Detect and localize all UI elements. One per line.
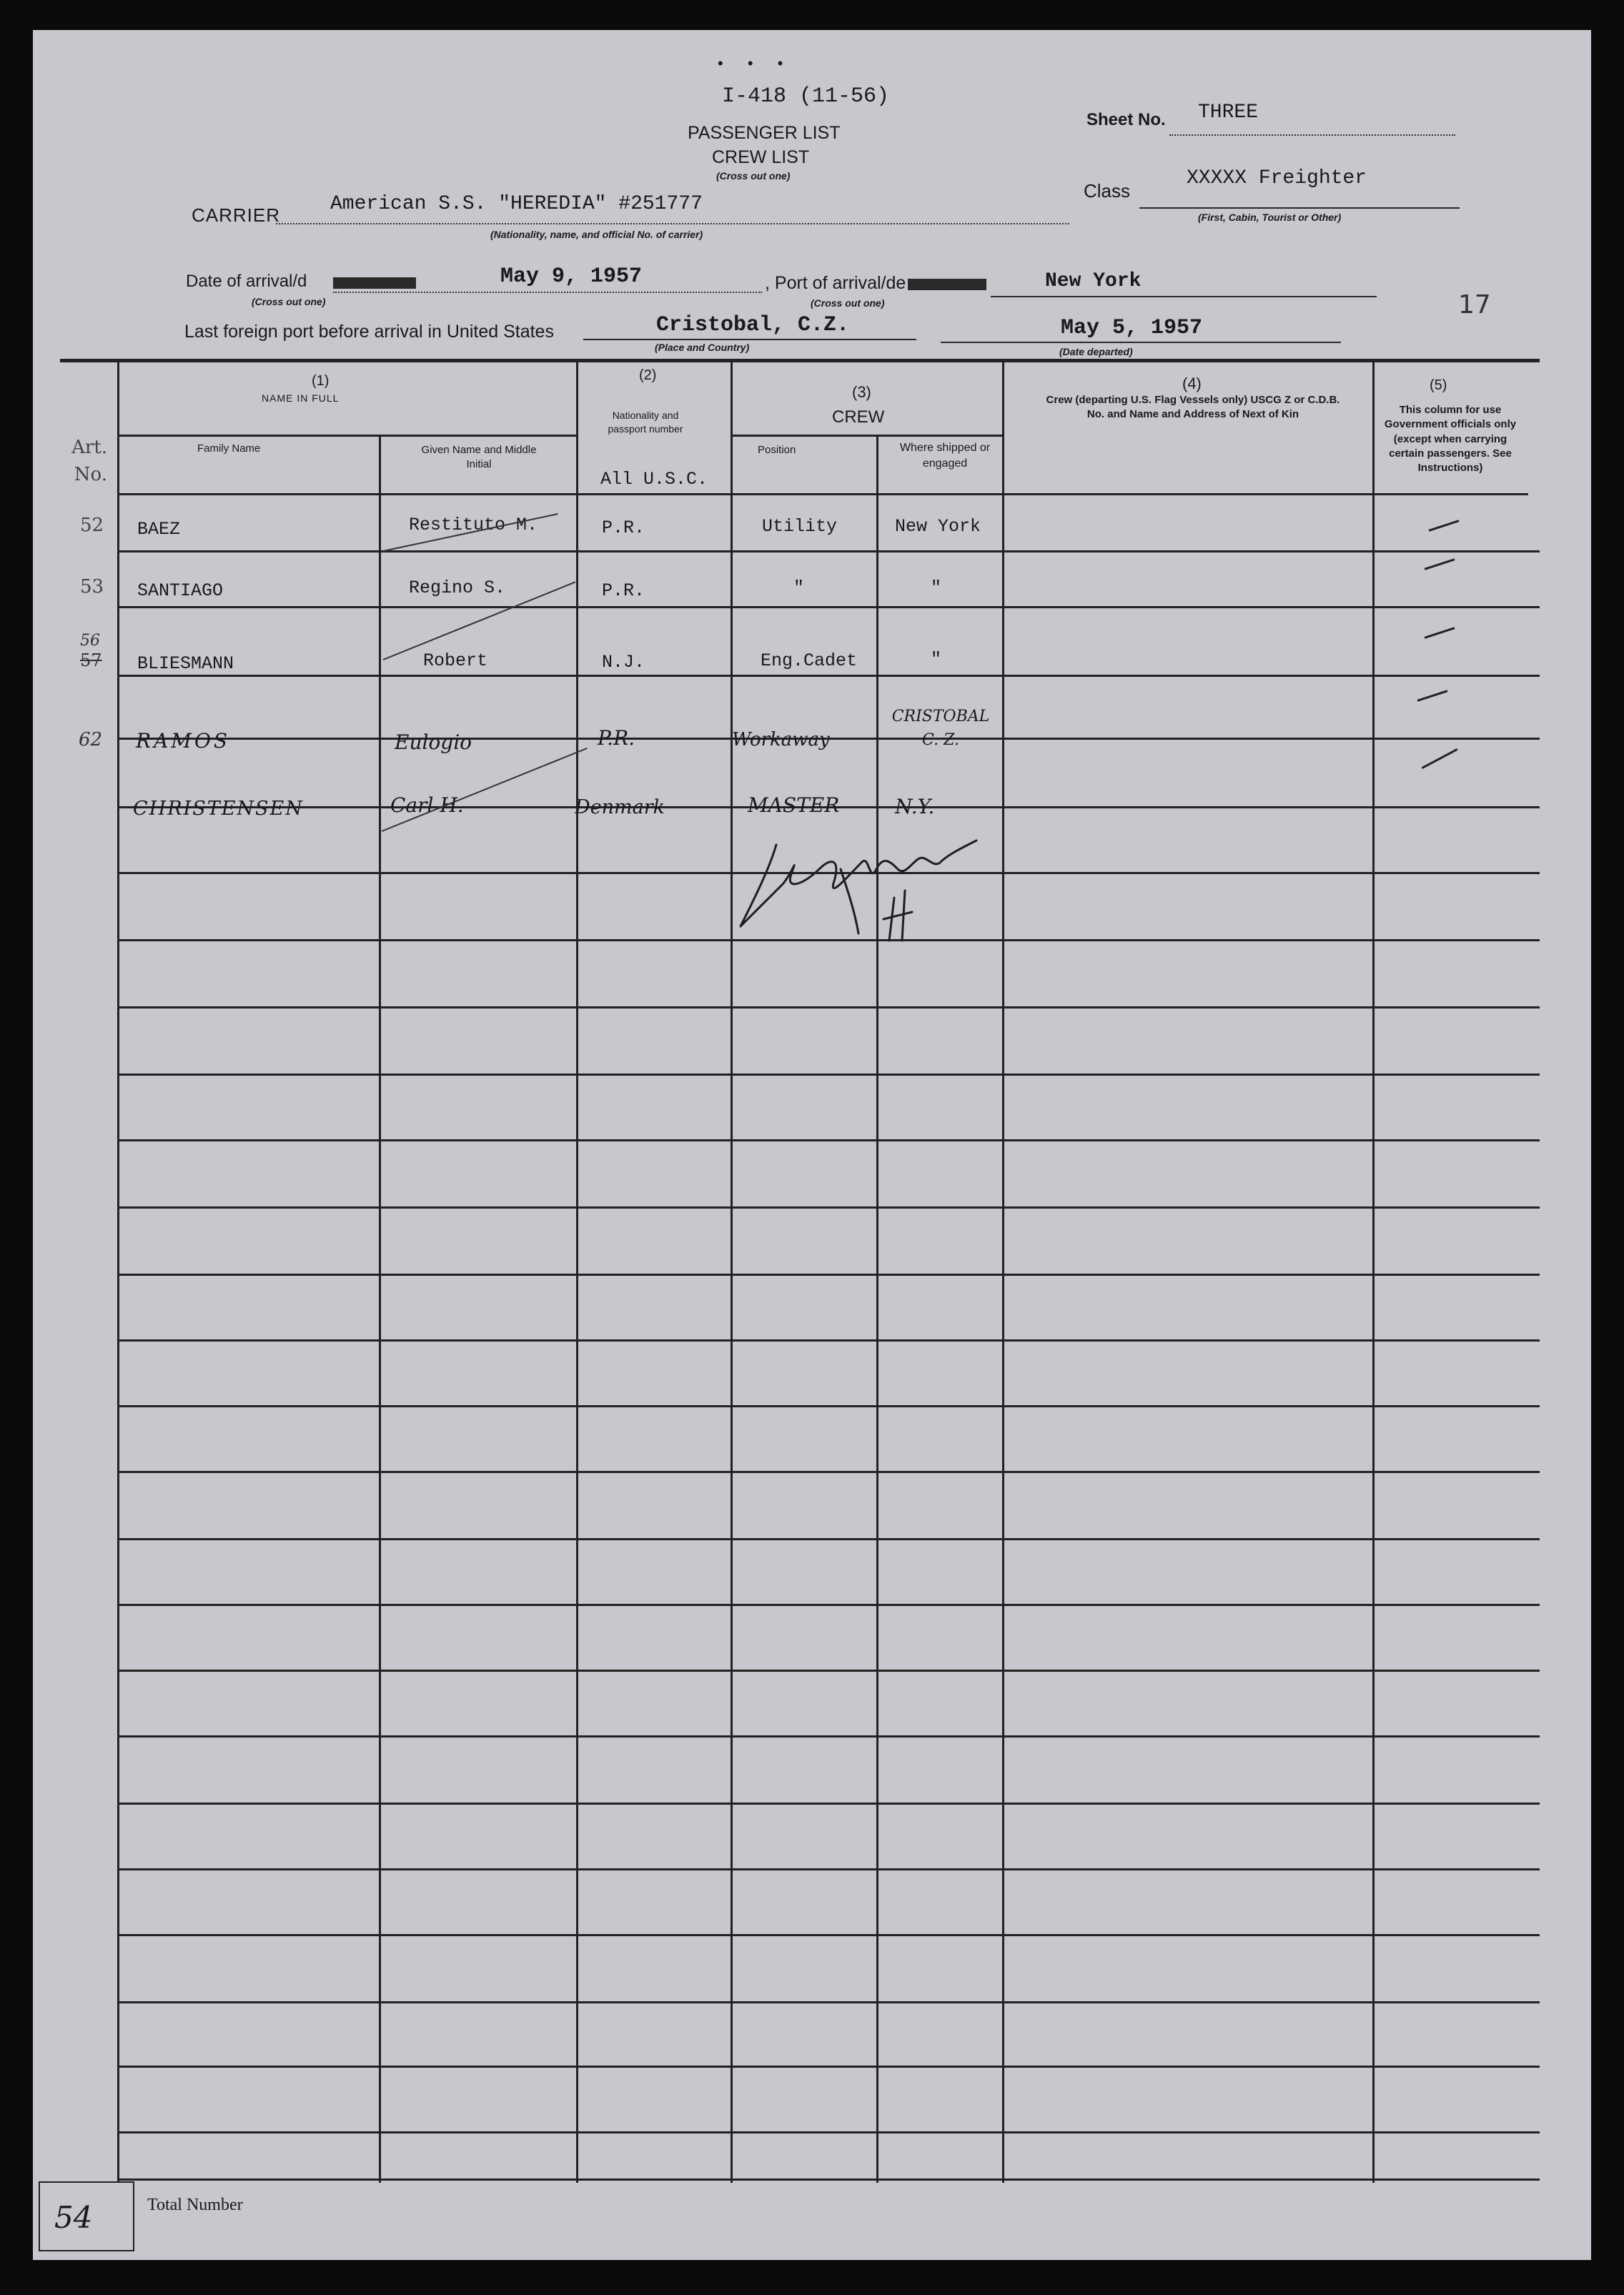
art-number: 52 — [80, 515, 104, 536]
position: Eng.Cadet — [761, 650, 858, 671]
col3-where — [888, 440, 1002, 471]
form-dots: • • • — [718, 54, 793, 72]
arrival-date-label: Date of arrival/d — [186, 272, 307, 291]
carrier-line — [276, 223, 1069, 224]
col1-title: NAME IN FULL — [262, 392, 340, 404]
last-port-hint: (Place and Country) — [655, 342, 750, 353]
grid-row-line — [117, 1405, 1540, 1407]
where-shipped-text: CRISTOBAL C. Z. — [891, 708, 990, 749]
total-label: Total Number — [147, 2196, 243, 2214]
grid-vline-3 — [576, 362, 578, 2183]
grid-vline-6 — [1002, 362, 1004, 2183]
date-departed-hint: (Date departed) — [1059, 346, 1133, 357]
col5-number: (5) — [1430, 377, 1447, 393]
art-label-line1: Art. — [71, 437, 107, 458]
grid-vline-1 — [117, 362, 119, 2183]
carrier-value: American S.S. "HEREDIA" #251777 — [330, 193, 703, 215]
col5-title-text: This column for use Government officials only (except when carrying certain passengers. See Instructions) — [1384, 404, 1517, 474]
arrival-date-crossout — [333, 277, 416, 289]
grid-row-line — [117, 2001, 1540, 2003]
total-value: 54 — [54, 2200, 93, 2235]
grid-vline-7 — [1372, 362, 1375, 2183]
last-port-value: Cristobal, C.Z. — [656, 313, 850, 337]
port-value: New York — [1045, 270, 1142, 292]
col2-subheading: All U.S.C. — [600, 469, 708, 490]
signature — [726, 819, 1012, 983]
table-row — [33, 513, 1591, 556]
grid-row-line — [117, 493, 1528, 495]
class-hint: (First, Cabin, Tourist or Other) — [1198, 212, 1342, 223]
given-name: Robert — [423, 650, 488, 671]
grid-row-line — [117, 1471, 1540, 1473]
where-shipped — [883, 705, 998, 752]
page-number: 17 — [1458, 290, 1491, 319]
family-name: CHRISTENSEN — [133, 798, 304, 820]
grid-row-line — [117, 1339, 1540, 1342]
col-given-name — [415, 443, 543, 472]
given-name: Eulogio — [395, 730, 472, 754]
col4-title-text: Crew (departing U.S. Flag Vessels only) USCG Z or C.D.B. No. and Name and Address of Next of Kin — [1046, 394, 1340, 421]
last-port-line — [583, 339, 916, 340]
sheet-line — [1169, 134, 1455, 136]
port-hint: (Cross out one) — [811, 297, 885, 309]
col5-title — [1382, 403, 1518, 475]
grid-subheader-name — [117, 435, 578, 437]
port-line — [991, 296, 1377, 297]
where-shipped: " — [931, 649, 942, 670]
given-name: Regino S. — [409, 578, 506, 598]
position: " — [793, 578, 805, 598]
position: Workaway — [732, 729, 830, 750]
grid-row-line — [117, 2066, 1540, 2068]
art-number: 53 — [80, 576, 104, 598]
nationality: Denmark — [575, 796, 665, 818]
grid-vline-4 — [731, 362, 733, 2183]
date-departed-value: May 5, 1957 — [1061, 316, 1203, 340]
nationality: P.R. — [602, 517, 645, 538]
grid-row-line — [117, 1139, 1540, 1141]
last-port-label: Last foreign port before arrival in United States — [184, 322, 554, 342]
table-row — [33, 708, 1591, 765]
nationality: P.R. — [598, 726, 635, 750]
col-family-name: Family Name — [197, 442, 261, 455]
where-shipped: New York — [895, 516, 981, 537]
family-name: BLIESMANN — [137, 653, 234, 674]
check-mark — [1425, 558, 1455, 570]
where-shipped: " — [931, 578, 942, 598]
grid-row-line — [117, 1538, 1540, 1540]
grid-row-line — [117, 1206, 1540, 1209]
table-row — [33, 575, 1591, 618]
art-label-line2: No. — [74, 463, 107, 485]
document-sheet — [33, 30, 1591, 2260]
position: MASTER — [748, 793, 840, 817]
check-mark — [1417, 690, 1448, 701]
port-crossout — [908, 279, 986, 290]
art-label — [64, 435, 107, 488]
grid-row-line — [117, 1803, 1540, 1805]
col3-title: CREW — [832, 407, 885, 427]
cross-out-hint: (Cross out one) — [716, 170, 791, 182]
grid-row-line — [117, 2178, 1540, 2181]
table-row — [33, 769, 1591, 826]
col3-number: (3) — [852, 383, 871, 401]
check-mark — [1425, 627, 1455, 638]
col1-number: (1) — [312, 373, 330, 389]
col2-title-text: Nationality and passport number — [608, 410, 683, 435]
grid-row-line — [117, 1006, 1540, 1008]
port-label: , Port of arrival/de — [765, 273, 906, 293]
grid-row-line — [117, 1604, 1540, 1606]
table-top-rule — [60, 359, 1540, 362]
grid-vline-5 — [876, 435, 878, 2183]
col-given-name-text: Given Name and Middle Initial — [421, 444, 537, 471]
where-shipped: N.Y. — [895, 795, 935, 818]
family-name: BAEZ — [137, 519, 181, 540]
col2-title — [599, 409, 692, 436]
grid-row-line — [117, 1274, 1540, 1276]
class-line — [1139, 207, 1460, 209]
carrier-hint: (Nationality, name, and official No. of carrier) — [490, 229, 703, 240]
arrival-date-hint: (Cross out one) — [252, 296, 326, 307]
art-number: 62 — [79, 729, 103, 750]
col3-position: Position — [758, 444, 796, 456]
sheet-value: THREE — [1198, 101, 1259, 124]
position: Utility — [762, 516, 838, 537]
arrival-date-line — [333, 292, 762, 293]
carrier-label: CARRIER — [192, 204, 281, 226]
class-value: XXXXX Freighter — [1187, 167, 1367, 189]
col3-where-text: Where shipped or engaged — [899, 442, 991, 470]
col2-number: (2) — [639, 367, 657, 383]
date-departed-line — [941, 342, 1341, 343]
title-passenger-list: PASSENGER LIST — [688, 123, 841, 143]
grid-vline-2 — [379, 435, 381, 2183]
art-number: 57 — [80, 650, 102, 670]
art-number-handwritten: 56 — [80, 632, 100, 650]
sheet-label: Sheet No. — [1086, 110, 1166, 129]
nationality: N.J. — [602, 652, 645, 673]
grid-row-line — [117, 1735, 1540, 1738]
family-name: RAMOS — [136, 729, 231, 753]
table-row — [33, 632, 1591, 686]
arrival-date-value: May 9, 1957 — [500, 264, 643, 289]
nationality: P.R. — [602, 580, 645, 601]
col4-number: (4) — [1182, 375, 1202, 392]
grid-row-line — [117, 1074, 1540, 1076]
grid-row-line — [117, 2131, 1540, 2133]
grid-row-line — [117, 1934, 1540, 1936]
title-crew-list: CREW LIST — [712, 147, 810, 167]
grid-row-line — [117, 1868, 1540, 1870]
family-name: SANTIAGO — [137, 580, 224, 601]
given-name: Carl H. — [390, 793, 464, 817]
given-name: Restituto M. — [409, 515, 538, 535]
grid-row-line — [117, 1670, 1540, 1672]
class-label: Class — [1084, 180, 1131, 202]
grid-subheader-crew — [731, 435, 1004, 437]
col4-title — [1039, 393, 1347, 422]
form-number: I-418 (11-56) — [722, 84, 890, 109]
